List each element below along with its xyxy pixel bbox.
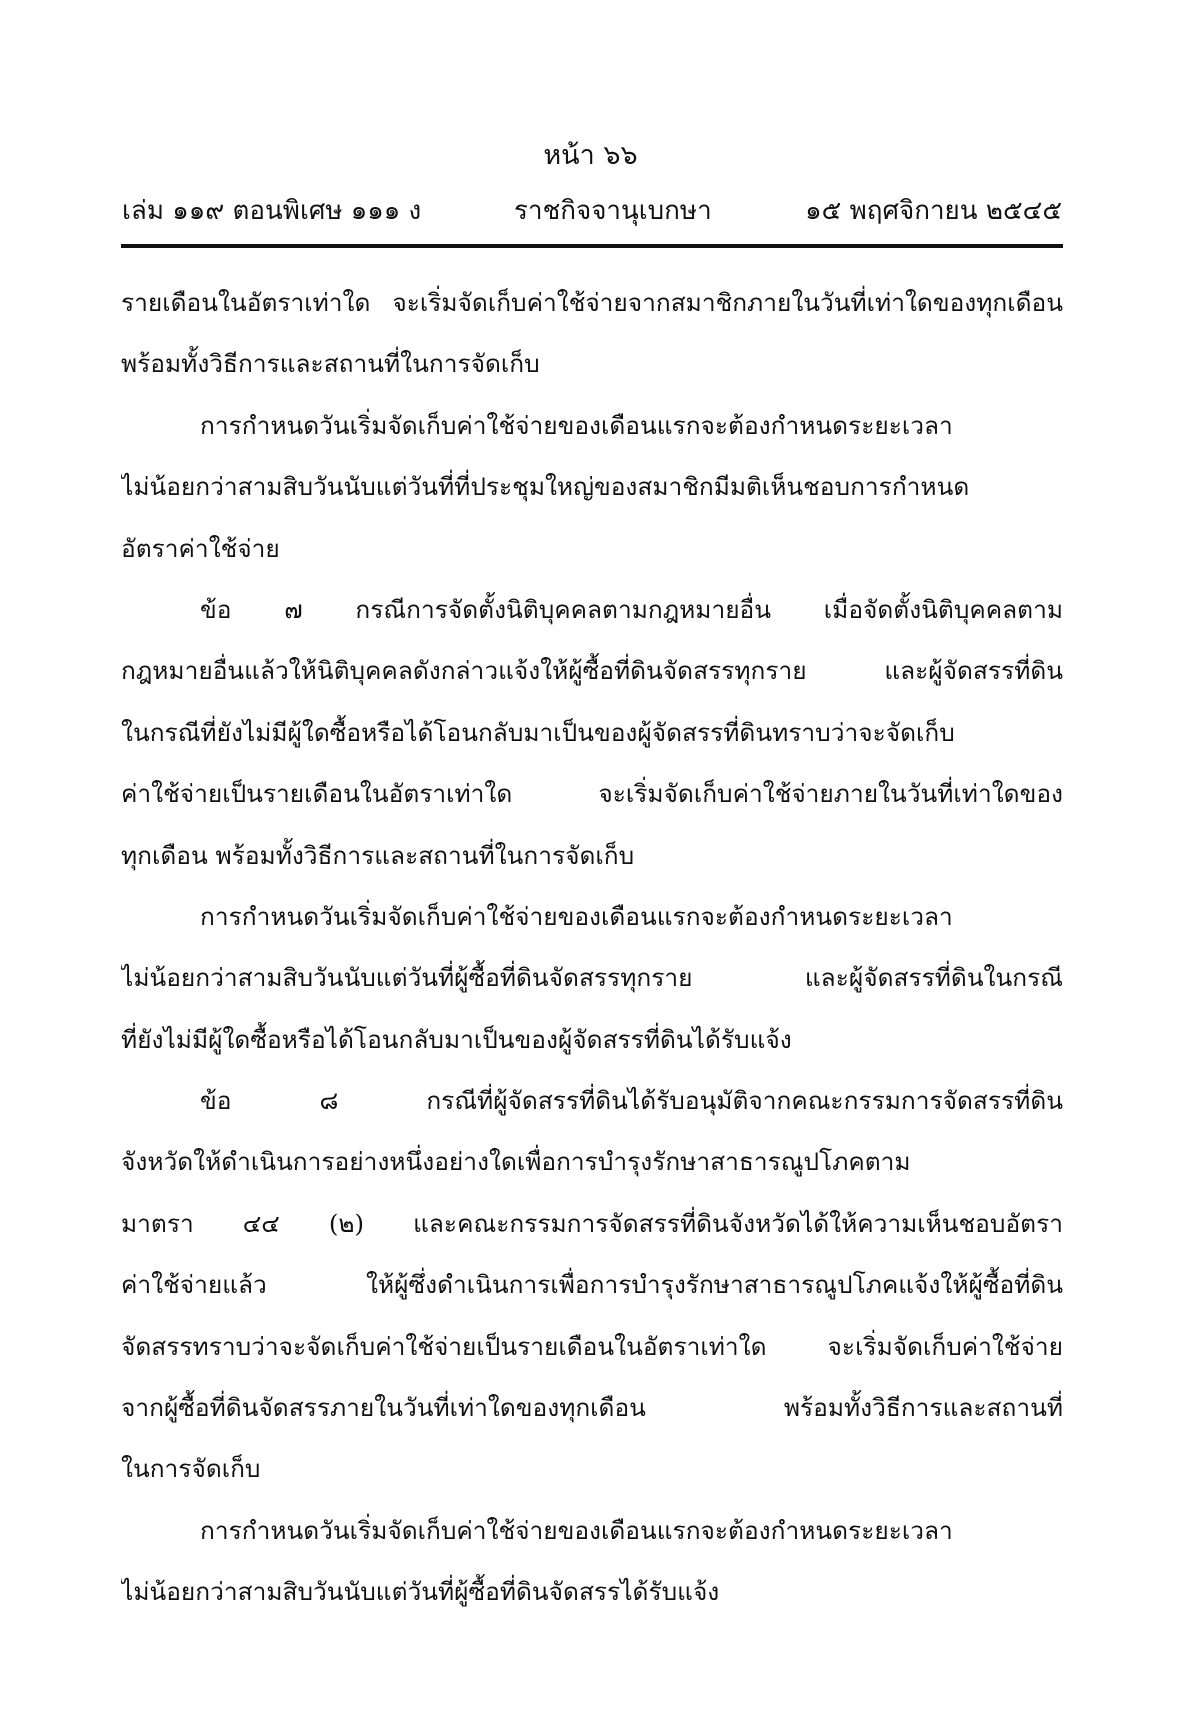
text-line: ค่าใช้จ่ายแล้ว ให้ผู้ซึ่งดำเนินการเพื่อการบำรุงรักษาสาธารณูปโภคแจ้งให้ผู้ซื้อที่ดิน — [121, 1270, 1063, 1300]
text-line: การกำหนดวันเริ่มจัดเก็บค่าใช้จ่ายของเดือนแรกจะต้องกำหนดระยะเวลา — [200, 1515, 953, 1545]
text-line: การกำหนดวันเริ่มจัดเก็บค่าใช้จ่ายของเดือนแรกจะต้องกำหนดระยะเวลา — [200, 410, 953, 440]
text-line: ในกรณีที่ยังไม่มีผู้ใดซื้อหรือได้โอนกลับมาเป็นของผู้จัดสรรที่ดินทราบว่าจะจัดเก็บ — [121, 717, 955, 747]
text-line: ในการจัดเก็บ — [121, 1454, 261, 1484]
text-line: กฎหมายอื่นแล้วให้นิติบุคคลดังกล่าวแจ้งให้ผู้ซื้อที่ดินจัดสรรทุกราย และผู้จัดสรรที่ดิน — [121, 656, 1063, 686]
text-line: ทุกเดือน พร้อมทั้งวิธีการและสถานที่ในการจัดเก็บ — [121, 840, 635, 870]
gazette-title: ราชกิจจานุเบกษา — [514, 196, 712, 226]
text-line: ไม่น้อยกว่าสามสิบวันนับแต่วันที่ผู้ซื้อที่ดินจัดสรรได้รับแจ้ง — [121, 1577, 720, 1607]
text-line: จัดสรรทราบว่าจะจัดเก็บค่าใช้จ่ายเป็นรายเดือนในอัตราเท่าใด จะเริ่มจัดเก็บค่าใช้จ่าย — [121, 1331, 1063, 1361]
volume-issue: เล่ม ๑๑๙ ตอนพิเศษ ๑๑๑ ง — [122, 196, 422, 226]
text-line: จากผู้ซื้อที่ดินจัดสรรภายในวันที่เท่าใดของทุกเดือน พร้อมทั้งวิธีการและสถานที่ — [121, 1393, 1063, 1423]
clause-8-heading-line: ข้อ ๘ กรณีที่ผู้จัดสรรที่ดินได้รับอนุมัติจากคณะกรรมการจัดสรรที่ดิน — [200, 1086, 1063, 1116]
text-line: ค่าใช้จ่ายเป็นรายเดือนในอัตราเท่าใด จะเริ่มจัดเก็บค่าใช้จ่ายภายในวันที่เท่าใดของ — [121, 779, 1063, 809]
text-line: มาตรา ๔๔ (๒) และคณะกรรมการจัดสรรที่ดินจังหวัดได้ให้ความเห็นชอบอัตรา — [121, 1208, 1063, 1238]
text-line: ที่ยังไม่มีผู้ใดซื้อหรือได้โอนกลับมาเป็นของผู้จัดสรรที่ดินได้รับแจ้ง — [121, 1024, 792, 1054]
text-line: การกำหนดวันเริ่มจัดเก็บค่าใช้จ่ายของเดือนแรกจะต้องกำหนดระยะเวลา — [200, 901, 953, 931]
page-number: หน้า ๖๖ — [543, 140, 638, 171]
text-line: พร้อมทั้งวิธีการและสถานที่ในการจัดเก็บ — [121, 349, 540, 379]
document-body — [121, 280, 1063, 1631]
text-line: ไม่น้อยกว่าสามสิบวันนับแต่วันที่ที่ประชุมใหญ่ของสมาชิกมีมติเห็นชอบการกำหนด — [121, 472, 970, 502]
text-line: จังหวัดให้ดำเนินการอย่างหนึ่งอย่างใดเพื่อการบำรุงรักษาสาธารณูปโภคตาม — [121, 1147, 911, 1177]
text-line: ไม่น้อยกว่าสามสิบวันนับแต่วันที่ผู้ซื้อที่ดินจัดสรรทุกราย และผู้จัดสรรที่ดินในกรณี — [121, 963, 1063, 993]
clause-7-heading-line: ข้อ ๗ กรณีการจัดตั้งนิติบุคคลตามกฎหมายอื่น เมื่อจัดตั้งนิติบุคคลตาม — [200, 594, 1063, 624]
publication-date: ๑๕ พฤศจิกายน ๒๕๔๕ — [805, 196, 1062, 226]
text-line: อัตราค่าใช้จ่าย — [121, 533, 280, 563]
gazette-header — [122, 193, 1062, 233]
header-divider — [121, 244, 1063, 248]
text-line: รายเดือนในอัตราเท่าใด จะเริ่มจัดเก็บค่าใช้จ่ายจากสมาชิกภายในวันที่เท่าใดของทุกเดือน — [121, 288, 1063, 317]
